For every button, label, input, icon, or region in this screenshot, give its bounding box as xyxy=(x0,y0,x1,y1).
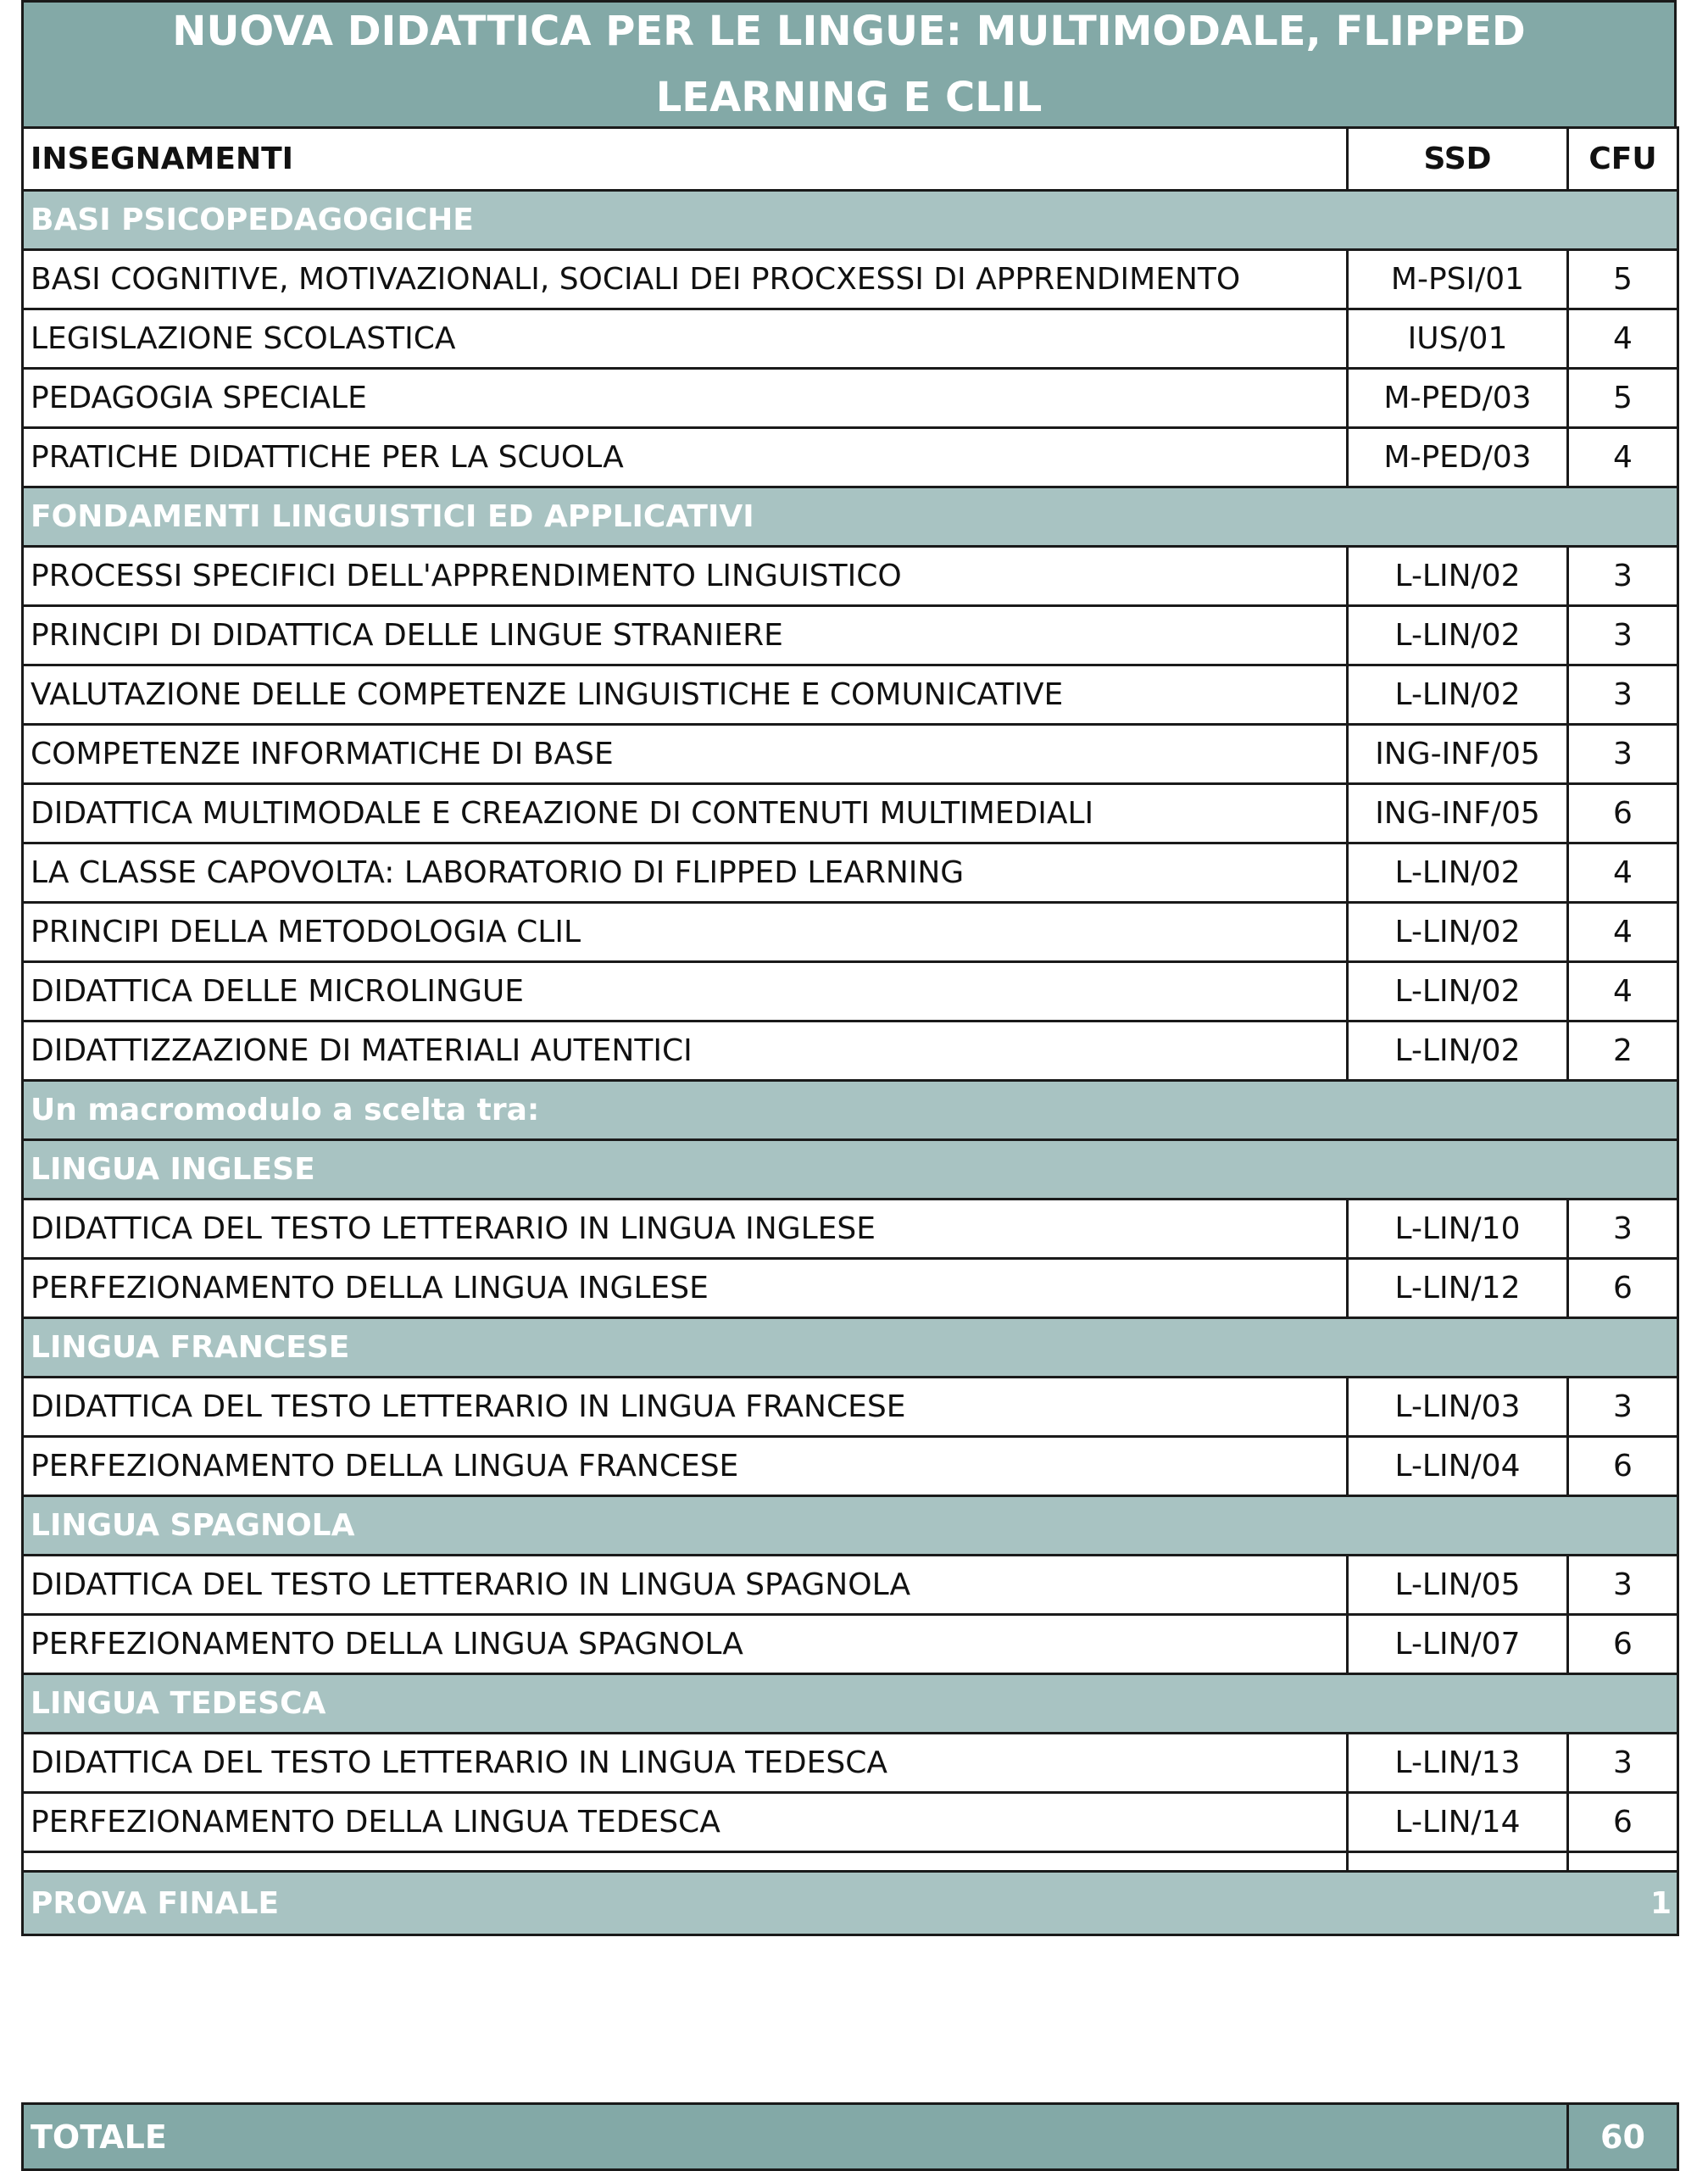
course-ssd: L-LIN/14 xyxy=(1348,1793,1568,1852)
course-ssd: L-LIN/02 xyxy=(1348,843,1568,903)
course-cfu: 3 xyxy=(1568,1200,1678,1259)
course-ssd: M-PED/03 xyxy=(1348,428,1568,487)
course-ssd: L-LIN/03 xyxy=(1348,1378,1568,1437)
course-name: PRINCIPI DI DIDATTICA DELLE LINGUE STRANIERE xyxy=(23,606,1348,665)
column-header-ssd: SSD xyxy=(1348,128,1568,191)
totale-label: TOTALE xyxy=(23,2104,1568,2170)
course-name: PROCESSI SPECIFICI DELL'APPRENDIMENTO LINGUISTICO xyxy=(23,547,1348,606)
table-row xyxy=(23,1259,1678,1318)
course-ssd: L-LIN/02 xyxy=(1348,903,1568,962)
course-name: DIDATTICA MULTIMODALE E CREAZIONE DI CONTENUTI MULTIMEDIALI xyxy=(23,784,1348,843)
course-cfu: 4 xyxy=(1568,903,1678,962)
course-name: LEGISLAZIONE SCOLASTICA xyxy=(23,309,1348,369)
table-row xyxy=(23,1556,1678,1615)
empty-cell xyxy=(1568,1852,1678,1872)
course-cfu: 6 xyxy=(1568,1615,1678,1674)
column-header-name: INSEGNAMENTI xyxy=(23,128,1348,191)
table-row xyxy=(23,1615,1678,1674)
section-row xyxy=(23,1140,1678,1200)
prova-finale-row xyxy=(23,1872,1678,1935)
course-cfu: 4 xyxy=(1568,309,1678,369)
section-row xyxy=(23,1081,1678,1140)
course-name: PRATICHE DIDATTICHE PER LA SCUOLA xyxy=(23,428,1348,487)
course-cfu: 4 xyxy=(1568,962,1678,1021)
table-row xyxy=(23,1734,1678,1793)
table-row xyxy=(23,1793,1678,1852)
table-row xyxy=(23,903,1678,962)
course-name: DIDATTIZZAZIONE DI MATERIALI AUTENTICI xyxy=(23,1021,1348,1081)
table-row xyxy=(23,547,1678,606)
table-row xyxy=(23,1200,1678,1259)
course-cfu: 5 xyxy=(1568,369,1678,428)
course-cfu: 3 xyxy=(1568,665,1678,725)
page-title: NUOVA DIDATTICA PER LE LINGUE: MULTIMODALE, FLIPPED LEARNING E CLIL xyxy=(21,0,1677,126)
table-row xyxy=(23,369,1678,428)
course-ssd: L-LIN/02 xyxy=(1348,962,1568,1021)
prova-finale-label: PROVA FINALE xyxy=(23,1872,1568,1935)
totale-cfu: 60 xyxy=(1568,2104,1678,2170)
course-ssd: L-LIN/07 xyxy=(1348,1615,1568,1674)
empty-cell xyxy=(1348,1852,1568,1872)
course-name: LA CLASSE CAPOVOLTA: LABORATORIO DI FLIPPED LEARNING xyxy=(23,843,1348,903)
course-ssd: L-LIN/02 xyxy=(1348,665,1568,725)
section-title-fondamenti: FONDAMENTI LINGUISTICI ED APPLICATIVI xyxy=(23,487,1678,547)
course-name: COMPETENZE INFORMATICHE DI BASE xyxy=(23,725,1348,784)
course-cfu: 3 xyxy=(1568,1556,1678,1615)
course-ssd: IUS/01 xyxy=(1348,309,1568,369)
table-row xyxy=(23,665,1678,725)
course-cfu: 6 xyxy=(1568,1437,1678,1496)
course-ssd: L-LIN/04 xyxy=(1348,1437,1568,1496)
totale-row xyxy=(23,2104,1678,2170)
course-cfu: 3 xyxy=(1568,725,1678,784)
section-title-francese: LINGUA FRANCESE xyxy=(23,1318,1678,1378)
table-row xyxy=(23,250,1678,309)
table-row xyxy=(23,1378,1678,1437)
course-ssd: L-LIN/12 xyxy=(1348,1259,1568,1318)
course-ssd: L-LIN/13 xyxy=(1348,1734,1568,1793)
column-header-cfu: CFU xyxy=(1568,128,1678,191)
table-row xyxy=(23,309,1678,369)
table-row xyxy=(23,962,1678,1021)
course-cfu: 3 xyxy=(1568,547,1678,606)
section-row xyxy=(23,487,1678,547)
prova-finale-cfu: 1 xyxy=(1568,1872,1678,1935)
course-ssd: M-PSI/01 xyxy=(1348,250,1568,309)
table-header-row xyxy=(23,128,1678,191)
course-cfu: 6 xyxy=(1568,784,1678,843)
section-row xyxy=(23,1318,1678,1378)
table-row xyxy=(23,428,1678,487)
course-cfu: 5 xyxy=(1568,250,1678,309)
course-name: DIDATTICA DELLE MICROLINGUE xyxy=(23,962,1348,1021)
section-title-basi: BASI PSICOPEDAGOGICHE xyxy=(23,191,1678,250)
course-name: DIDATTICA DEL TESTO LETTERARIO IN LINGUA FRANCESE xyxy=(23,1378,1348,1437)
course-cfu: 3 xyxy=(1568,1734,1678,1793)
course-cfu: 3 xyxy=(1568,1378,1678,1437)
section-row xyxy=(23,191,1678,250)
section-title-tedesca: LINGUA TEDESCA xyxy=(23,1674,1678,1734)
course-name: PRINCIPI DELLA METODOLOGIA CLIL xyxy=(23,903,1348,962)
totale-table xyxy=(21,2102,1679,2171)
table-row xyxy=(23,843,1678,903)
course-ssd: L-LIN/02 xyxy=(1348,606,1568,665)
course-ssd: ING-INF/05 xyxy=(1348,784,1568,843)
course-name: DIDATTICA DEL TESTO LETTERARIO IN LINGUA TEDESCA xyxy=(23,1734,1348,1793)
course-cfu: 2 xyxy=(1568,1021,1678,1081)
section-title-spagnola: LINGUA SPAGNOLA xyxy=(23,1496,1678,1556)
course-name: DIDATTICA DEL TESTO LETTERARIO IN LINGUA SPAGNOLA xyxy=(23,1556,1348,1615)
course-ssd: ING-INF/05 xyxy=(1348,725,1568,784)
curriculum-sheet xyxy=(21,0,1677,2156)
table-row xyxy=(23,725,1678,784)
section-title-inglese: LINGUA INGLESE xyxy=(23,1140,1678,1200)
course-cfu: 6 xyxy=(1568,1259,1678,1318)
course-name: PEDAGOGIA SPECIALE xyxy=(23,369,1348,428)
empty-row xyxy=(23,1852,1678,1872)
course-table xyxy=(21,126,1679,1936)
course-cfu: 3 xyxy=(1568,606,1678,665)
course-name: PERFEZIONAMENTO DELLA LINGUA SPAGNOLA xyxy=(23,1615,1348,1674)
course-name: BASI COGNITIVE, MOTIVAZIONALI, SOCIALI DEI PROCXESSI DI APPRENDIMENTO xyxy=(23,250,1348,309)
course-cfu: 4 xyxy=(1568,843,1678,903)
table-row xyxy=(23,606,1678,665)
table-row xyxy=(23,784,1678,843)
course-name: PERFEZIONAMENTO DELLA LINGUA FRANCESE xyxy=(23,1437,1348,1496)
table-row xyxy=(23,1021,1678,1081)
section-row xyxy=(23,1674,1678,1734)
course-name: VALUTAZIONE DELLE COMPETENZE LINGUISTICHE E COMUNICATIVE xyxy=(23,665,1348,725)
course-cfu: 4 xyxy=(1568,428,1678,487)
table-row xyxy=(23,1437,1678,1496)
course-ssd: L-LIN/10 xyxy=(1348,1200,1568,1259)
course-name: DIDATTICA DEL TESTO LETTERARIO IN LINGUA INGLESE xyxy=(23,1200,1348,1259)
course-ssd: M-PED/03 xyxy=(1348,369,1568,428)
course-ssd: L-LIN/05 xyxy=(1348,1556,1568,1615)
course-name: PERFEZIONAMENTO DELLA LINGUA TEDESCA xyxy=(23,1793,1348,1852)
empty-cell xyxy=(23,1852,1348,1872)
course-name: PERFEZIONAMENTO DELLA LINGUA INGLESE xyxy=(23,1259,1348,1318)
section-title-macromodulo: Un macromodulo a scelta tra: xyxy=(23,1081,1678,1140)
course-ssd: L-LIN/02 xyxy=(1348,1021,1568,1081)
course-cfu: 6 xyxy=(1568,1793,1678,1852)
section-row xyxy=(23,1496,1678,1556)
course-ssd: L-LIN/02 xyxy=(1348,547,1568,606)
